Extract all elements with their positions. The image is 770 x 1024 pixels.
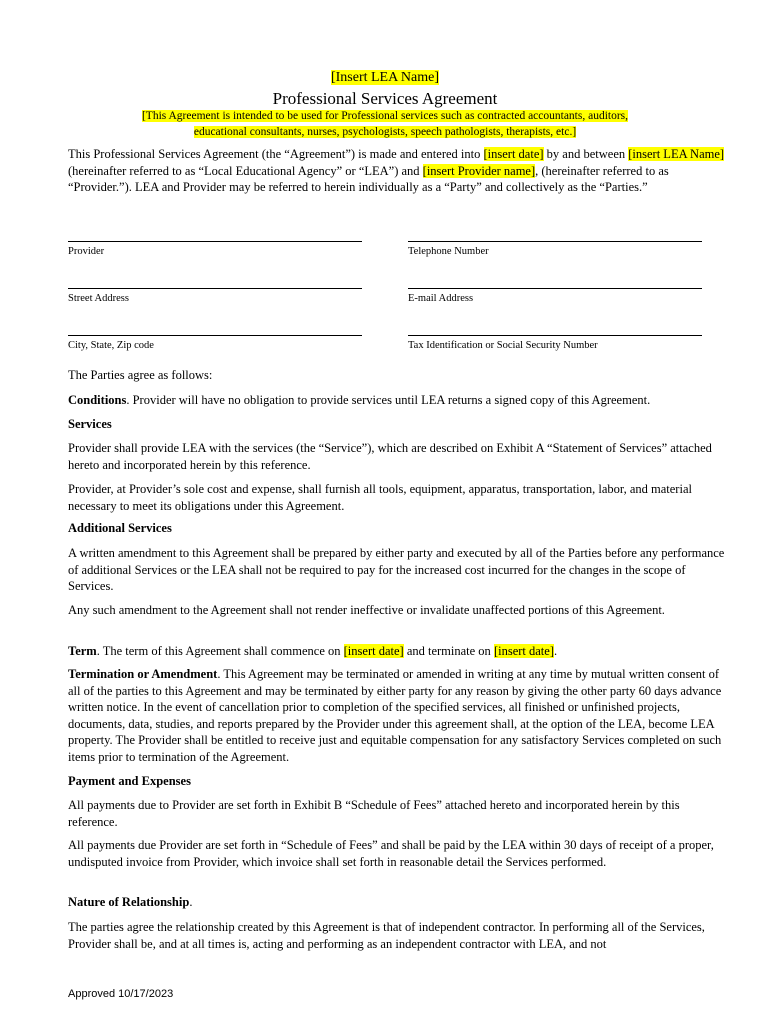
document-title: Professional Services Agreement — [272, 89, 498, 108]
term-start-placeholder: [insert date] — [343, 644, 404, 658]
intro-text-3: (hereinafter referred to as “Local Educational Agency” or “LEA”) and — [68, 163, 423, 178]
nature-paragraph-1: The parties agree the relationship created by this Agreement is that of independent contractor. In performing all of the Services, Provider shall be, and at all times is, acting and performing as an independent contractor with LEA, and not — [68, 920, 705, 951]
conditions-heading: Conditions — [68, 393, 127, 407]
services-heading: Services — [68, 417, 112, 431]
payment-paragraph-1: All payments due to Provider are set forth in Exhibit B “Schedule of Fees” attached hereto and incorporated herein by this reference. — [68, 798, 680, 829]
termination-paragraph — [68, 666, 728, 765]
nature-heading-line — [68, 894, 728, 911]
termination-text: . This Agreement may be terminated or amended in writing at any time by mutual written consent of all of the parties to this Agreement and may be terminated by either party for any reason by giving the other party 60 days advance written notice. In the event of cancellation prior to completion of the specified services, all finished or unfinished projects, documents, data, studies, and reports prepared by the Provider under this agreement shall, at the option of the LEA, become LEA property. The Provider shall be entitled to receive just and equitable compensation for any satisfactory Services completed on such items prior to termination of the Agreement. — [68, 667, 722, 764]
nature-heading-dot: . — [189, 895, 193, 909]
email-label: E-mail Address — [408, 293, 474, 304]
conditions-paragraph — [68, 392, 728, 409]
city-label: City, State, Zip code — [68, 340, 154, 351]
intro-date-placeholder: [insert date] — [483, 147, 544, 161]
intro-lea-placeholder: [insert LEA Name] — [628, 147, 725, 161]
telephone-label: Telephone Number — [408, 246, 489, 257]
lea-name-placeholder — [0, 70, 770, 86]
conditions-text: . Provider will have no obligation to provide services until LEA returns a signed copy of this Agreement. — [126, 393, 651, 407]
intro-text-2: by and between — [543, 147, 629, 161]
street-label: Street Address — [68, 293, 129, 304]
additional-services-paragraph-1: A written amendment to this Agreement shall be prepared by either party and executed by all of the Parties before any performance of additional Services or the LEA shall not be required to pay for the increased cost incurred for the changes in the scope of Services. — [68, 546, 725, 593]
parties-agree: The Parties agree as follows: — [68, 368, 213, 382]
term-text-1: . The term of this Agreement shall commence on — [96, 644, 344, 658]
term-heading: Term — [68, 644, 97, 658]
tax-line[interactable] — [408, 335, 702, 336]
additional-services-heading: Additional Services — [68, 521, 172, 535]
tax-label: Tax Identification or Social Security Number — [408, 340, 598, 351]
subtitle-line-2: educational consultants, nurses, psychologists, speech pathologists, therapists, etc.] — [193, 126, 577, 138]
intro-text-4: , (hereinafter referred to as “Provider.”). LEA and Provider may be referred to herein individually as a “Party” and collectively as the “Parties.” — [68, 163, 669, 194]
nature-heading: Nature of Relationship — [68, 895, 190, 909]
term-end-placeholder: [insert date] — [493, 644, 554, 658]
intro-text-1: This Professional Services Agreement (the “Agreement”) is made and entered into — [68, 147, 484, 161]
email-line[interactable] — [408, 288, 702, 289]
city-line[interactable] — [68, 335, 362, 336]
intro-paragraph — [68, 146, 728, 196]
provider-label: Provider — [68, 246, 105, 257]
term-text-3: . — [553, 644, 558, 658]
term-paragraph — [68, 643, 728, 660]
document-subtitle — [0, 108, 770, 140]
approved-footer: Approved 10/17/2023 — [68, 988, 174, 1000]
additional-services-paragraph-2: Any such amendment to the Agreement shall not render ineffective or invalidate unaffected portions of this Agreement. — [68, 603, 665, 617]
telephone-line[interactable] — [408, 241, 702, 242]
term-text-2: and terminate on — [403, 644, 494, 658]
street-line[interactable] — [68, 288, 362, 289]
lea-name-highlight: [Insert LEA Name] — [330, 70, 440, 85]
termination-heading: Termination or Amendment — [68, 667, 218, 681]
provider-line[interactable] — [68, 241, 362, 242]
subtitle-line-1: [This Agreement is intended to be used for Professional services such as contracted accountants, auditors, — [141, 110, 629, 122]
payment-paragraph-2: All payments due Provider are set forth in “Schedule of Fees” and shall be paid by the LEA within 30 days of receipt of a proper, undisputed invoice from Provider, which invoice shall set forth in reasonable detail the Services performed. — [68, 838, 714, 869]
intro-provider-placeholder: [insert Provider name] — [422, 163, 536, 178]
services-paragraph-2: Provider, at Provider’s sole cost and expense, shall furnish all tools, equipment, apparatus, transportation, labor, and material necessary to meet its obligations under this Agreement. — [68, 482, 692, 513]
payment-heading: Payment and Expenses — [68, 774, 191, 788]
services-paragraph-1: Provider shall provide LEA with the services (the “Service”), which are described on Exhibit A “Statement of Services” attached hereto and incorporated herein by this reference. — [68, 441, 712, 472]
